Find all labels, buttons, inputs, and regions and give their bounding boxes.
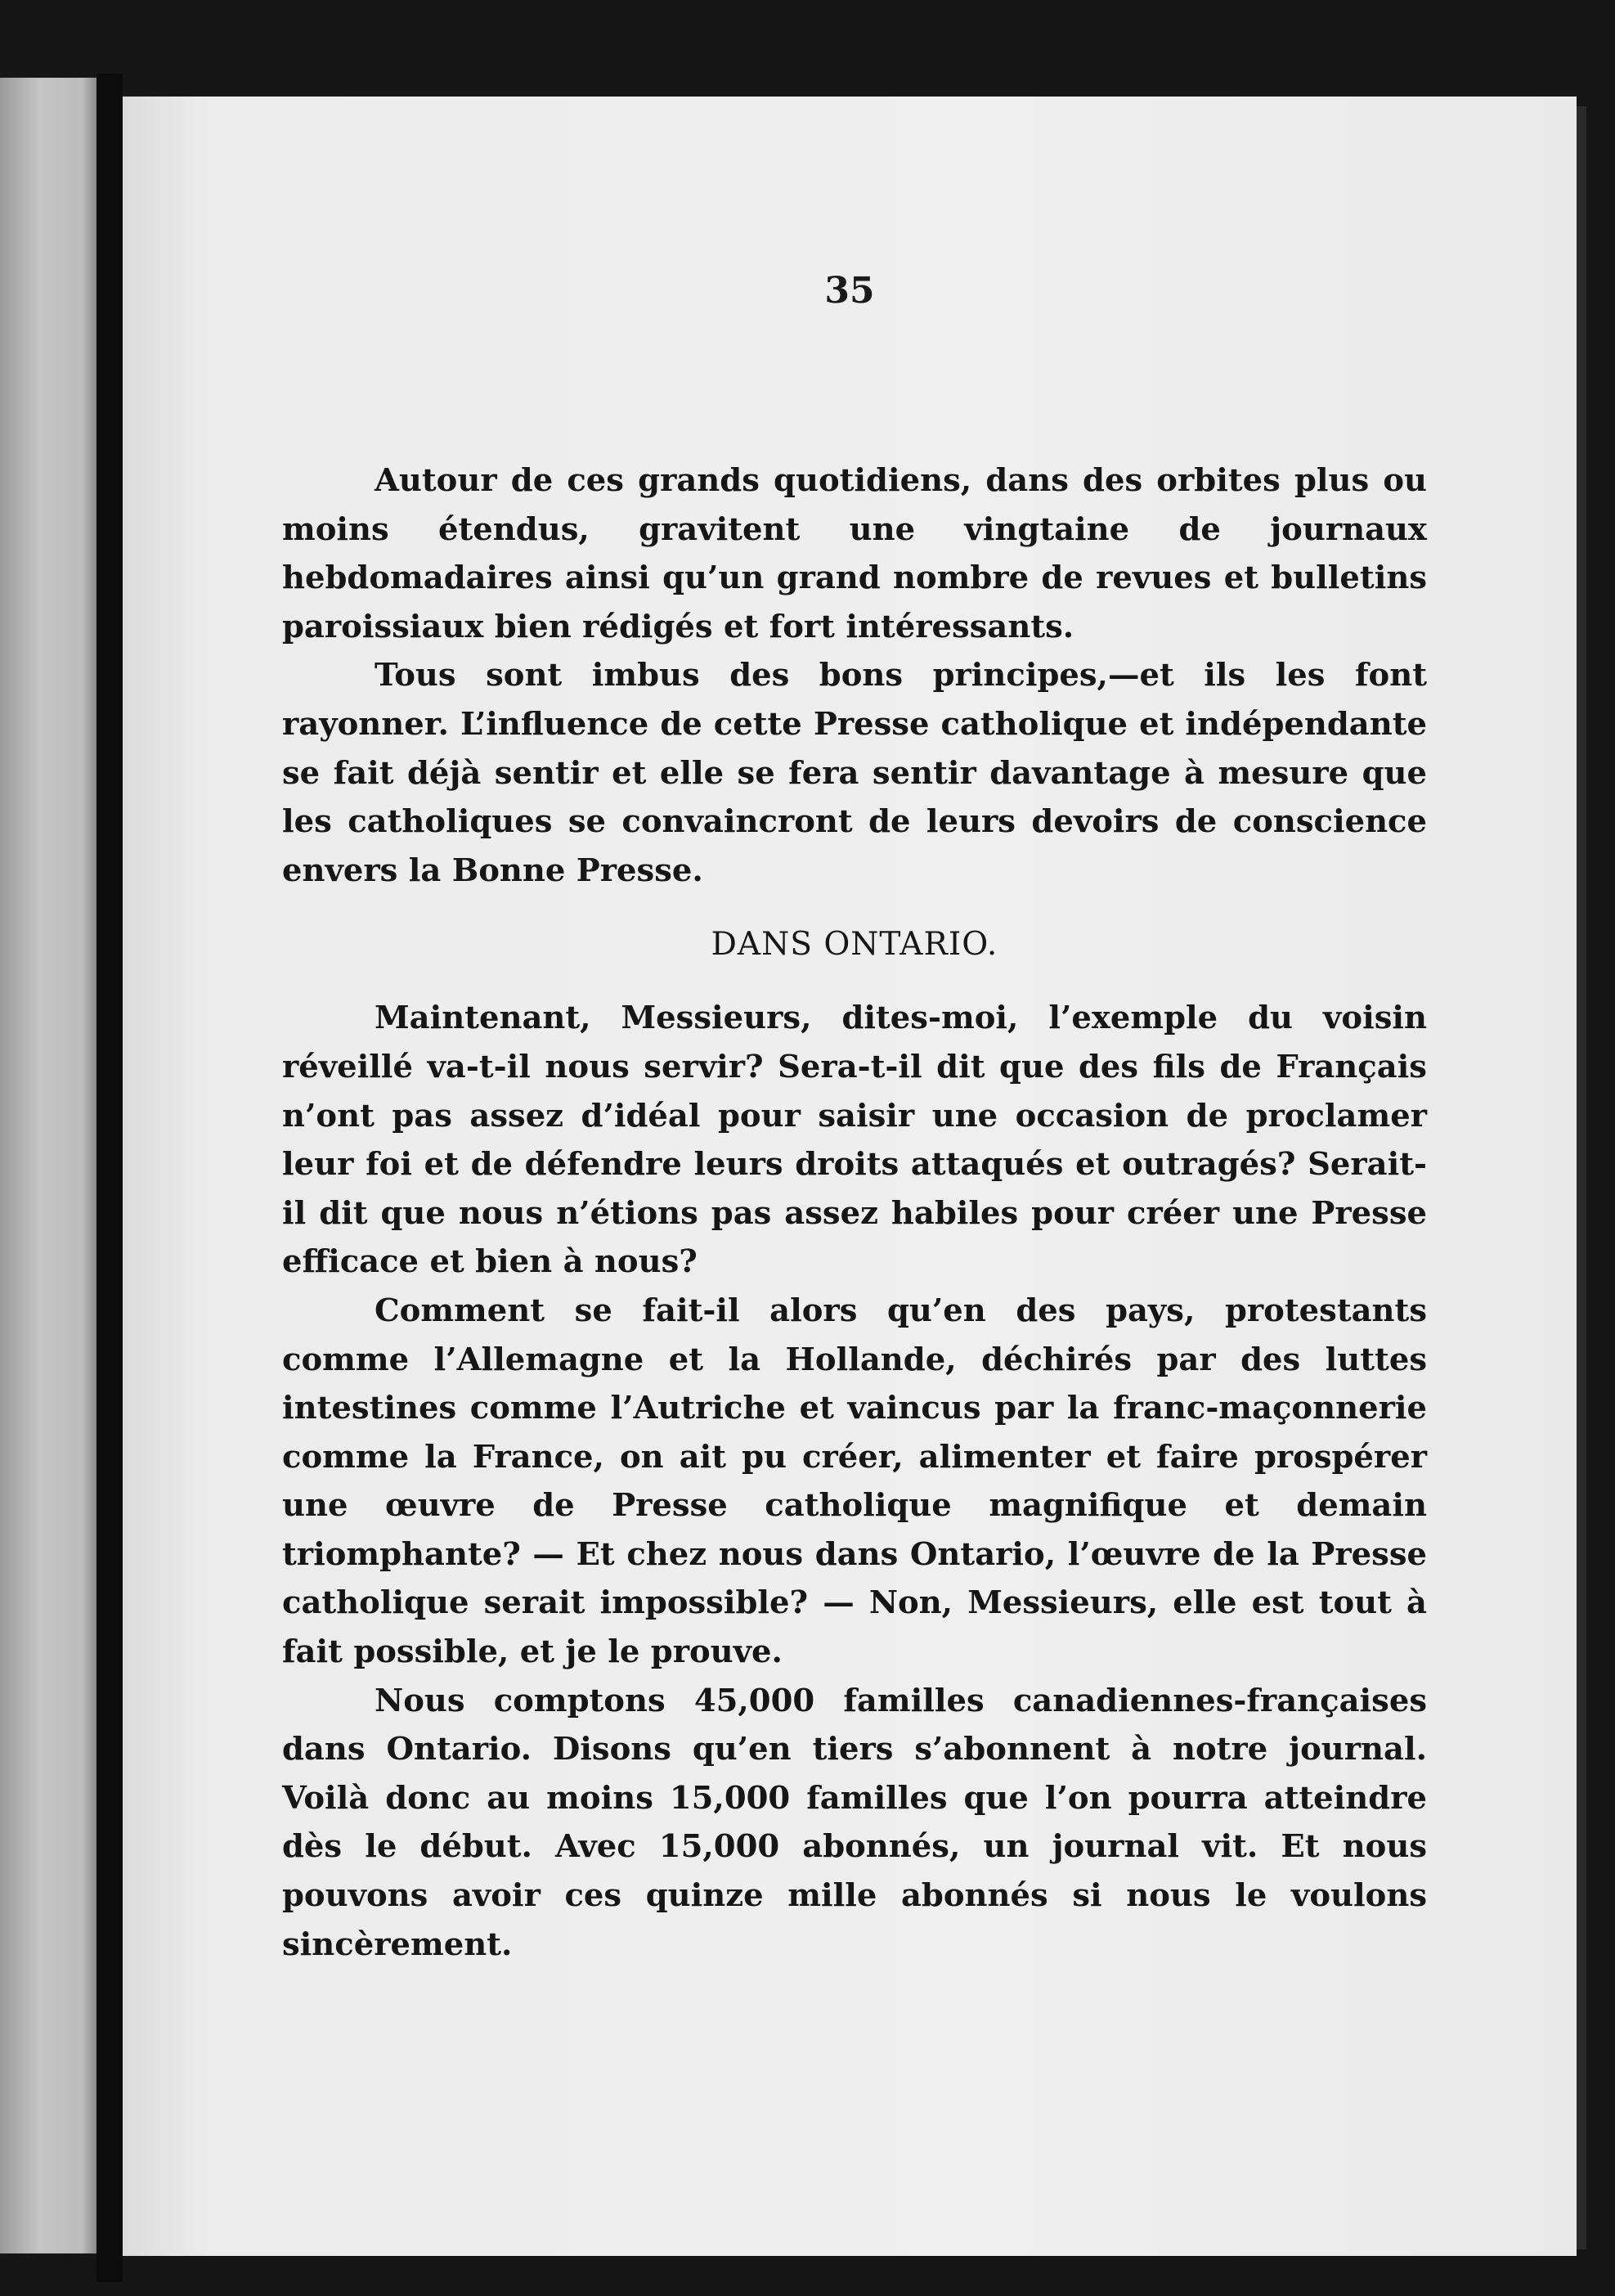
facing-page-edge <box>0 78 96 2253</box>
book-page <box>123 97 1577 2256</box>
page-number: 35 <box>824 270 875 312</box>
page-shadow-edge <box>1577 106 1586 2249</box>
book-gutter <box>96 74 123 2282</box>
paragraph: Maintenant, Messieurs, dites-moi, l’exemple du voisin réveillé va-t-il nous servir? Sera-t-il dit que des fils de Français n’ont pas assez d’idéal pour saisir une occasion de proclamer leur foi et de défendre leurs droits attaqués et outragés? Serait-il dit que nous n’étions pas assez habiles pour créer une Presse efficace et bien à nous? <box>282 1000 1427 1281</box>
paragraph: Comment se fait-il alors qu’en des pays, protestants comme l’Allemagne et la Hollande, déchirés par des luttes intestines comme l’Autriche et vaincus par la franc-maçonnerie comme la France, on ait pu créer, alimenter et faire prospérer une œuvre de Presse catholique magnifique et demain triomphante? — Et chez nous dans Ontario, l’œuvre de la Presse catholique serait impossible? — Non, Messieurs, elle est tout à fait possible, et je le prouve. <box>282 1292 1427 1671</box>
paragraph: Nous comptons 45,000 familles canadiennes-françaises dans Ontario. Disons qu’en tiers s’abonnent à notre journal. Voilà donc au moins 15,000 familles que l’on pourra atteindre dès le début. Avec 15,000 abonnés, un journal vit. Et nous pouvons avoir ces quinze mille abonnés si nous le voulons sincèrement. <box>282 1682 1427 1963</box>
paragraph: Autour de ces grands quotidiens, dans des orbites plus ou moins étendus, gravitent une vingtaine de journaux hebdomadaires ainsi qu’un grand nombre de revues et bulletins paroissiaux bien rédigés et fort intéressants. <box>282 462 1427 645</box>
paragraph: Tous sont imbus des bons principes,—et ils les font rayonner. L’influence de cette Presse catholique et indépendante se fait déjà sentir et elle se fera sentir davantage à mesure que les catholiques se convaincront de leurs devoirs de conscience envers la Bonne Presse. <box>282 657 1427 889</box>
section-heading: DANS ONTARIO. <box>711 926 998 964</box>
body-text <box>282 456 1427 1969</box>
